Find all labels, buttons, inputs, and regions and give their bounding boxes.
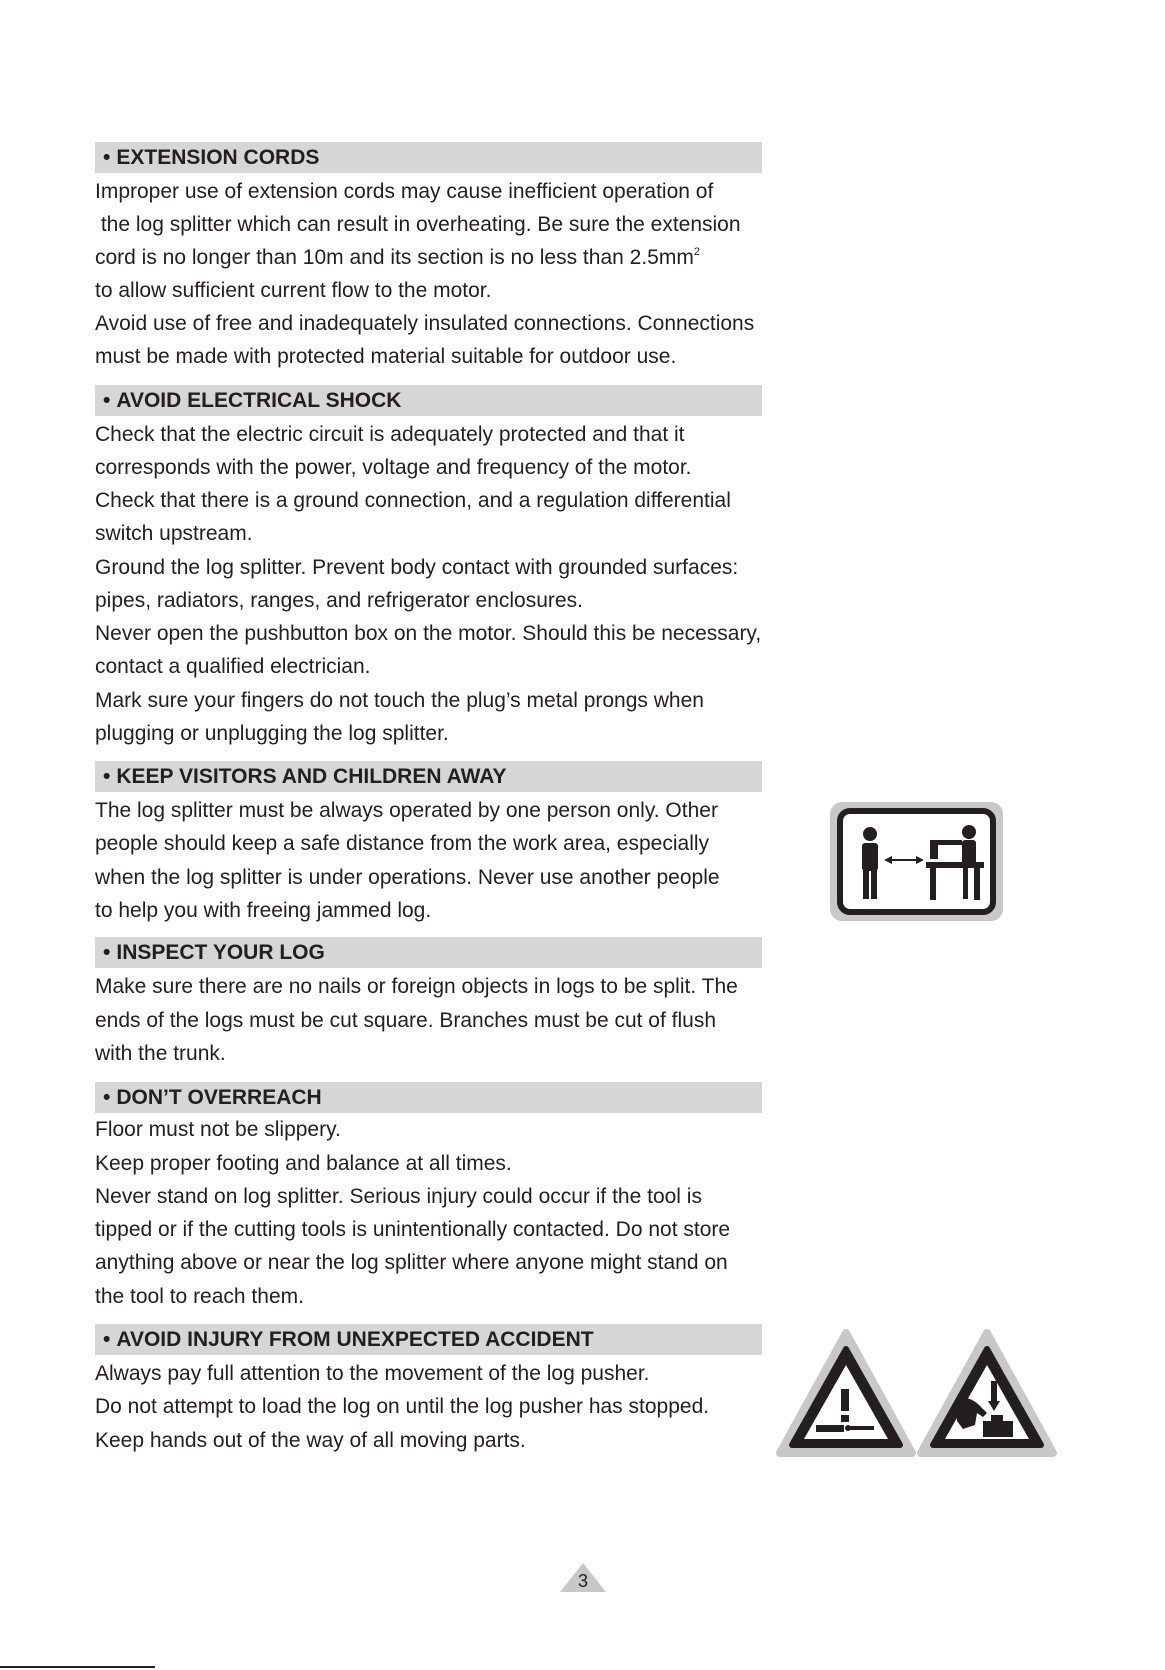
section-heading-text: EXTENSION CORDS: [116, 146, 320, 169]
body-line: pipes, radiators, ranges, and refrigerator enclosures.: [95, 589, 583, 612]
section-heading-text: AVOID INJURY FROM UNEXPECTED ACCIDENT: [116, 1328, 594, 1351]
body-line: Keep hands out of the way of all moving parts.: [95, 1429, 526, 1452]
section-heading-avoid-electrical-shock: [95, 385, 762, 416]
body-line: corresponds with the power, voltage and frequency of the motor.: [95, 456, 692, 479]
bullet: •: [103, 1086, 111, 1109]
bullet: •: [103, 1328, 111, 1351]
body-line: Never stand on log splitter. Serious injury could occur if the tool is: [95, 1185, 702, 1208]
hand-crush-warning-icon: [917, 1329, 1057, 1459]
section-heading-dont-overreach: [95, 1082, 762, 1113]
bullet: •: [103, 389, 111, 412]
page-number: 3: [577, 1571, 588, 1591]
body-line: plugging or unplugging the log splitter.: [95, 722, 449, 745]
body-line: Avoid use of free and inadequately insulated connections. Connections: [95, 312, 755, 335]
keep-distance-icon: [830, 802, 1003, 921]
section-heading-inspect-your-log: [95, 937, 762, 968]
body-line: the log splitter which can result in overheating. Be sure the extension: [95, 213, 741, 236]
section-heading-text: DON’T OVERREACH: [116, 1086, 322, 1109]
bullet: •: [103, 765, 111, 788]
body-line: Make sure there are no nails or foreign objects in logs to be split. The: [95, 975, 738, 998]
body-line: anything above or near the log splitter where anyone might stand on: [95, 1251, 728, 1274]
body-line: switch upstream.: [95, 522, 253, 545]
body-line: when the log splitter is under operations. Never use another people: [95, 866, 720, 889]
section-heading-keep-visitors-away: [95, 761, 762, 792]
section-heading-extension-cords: [95, 142, 762, 173]
body-line: Check that there is a ground connection, and a regulation differential: [95, 489, 731, 512]
body-line: contact a qualified electrician.: [95, 655, 371, 678]
body-line: people should keep a safe distance from the work area, especially: [95, 832, 710, 855]
page-number-badge: [558, 1561, 608, 1593]
body-line: Improper use of extension cords may cause inefficient operation of: [95, 180, 714, 203]
body-line: to allow sufficient current flow to the motor.: [95, 279, 492, 302]
body-line: Keep proper footing and balance at all times.: [95, 1152, 512, 1175]
body-line: Always pay full attention to the movement of the log pusher.: [95, 1362, 650, 1385]
section-heading-avoid-injury: [95, 1324, 762, 1355]
body-line: Check that the electric circuit is adequately protected and that it: [95, 423, 685, 446]
body-line: to help you with freeing jammed log.: [95, 899, 432, 922]
body-line: the tool to reach them.: [95, 1285, 304, 1308]
body-line-with-superscript: [95, 245, 700, 270]
log-ejection-warning-icon: [776, 1329, 916, 1459]
body-line: Ground the log splitter. Prevent body contact with grounded surfaces:: [95, 556, 739, 579]
footer-rule: [0, 1666, 155, 1668]
section-heading-text: KEEP VISITORS AND CHILDREN AWAY: [116, 765, 507, 788]
body-line: with the trunk.: [95, 1042, 226, 1065]
bullet: •: [103, 941, 111, 964]
body-line: tipped or if the cutting tools is unintentionally contacted. Do not store: [95, 1218, 731, 1241]
body-line: Do not attempt to load the log on until the log pusher has stopped.: [95, 1395, 710, 1418]
body-line: Floor must not be slippery.: [95, 1118, 341, 1141]
body-line-text: cord is no longer than 10m and its section is no less than 2.5mm: [95, 246, 694, 269]
section-heading-text: INSPECT YOUR LOG: [116, 941, 325, 964]
section-heading-text: AVOID ELECTRICAL SHOCK: [116, 389, 402, 412]
body-line: Mark sure your fingers do not touch the plug’s metal prongs when: [95, 689, 704, 712]
body-line: ends of the logs must be cut square. Branches must be cut of flush: [95, 1009, 717, 1032]
body-line: The log splitter must be always operated by one person only. Other: [95, 799, 718, 822]
body-line: Never open the pushbutton box on the motor. Should this be necessary,: [95, 622, 762, 645]
bullet: •: [103, 146, 111, 169]
superscript: 2: [693, 246, 700, 258]
body-line: must be made with protected material suitable for outdoor use.: [95, 345, 677, 368]
